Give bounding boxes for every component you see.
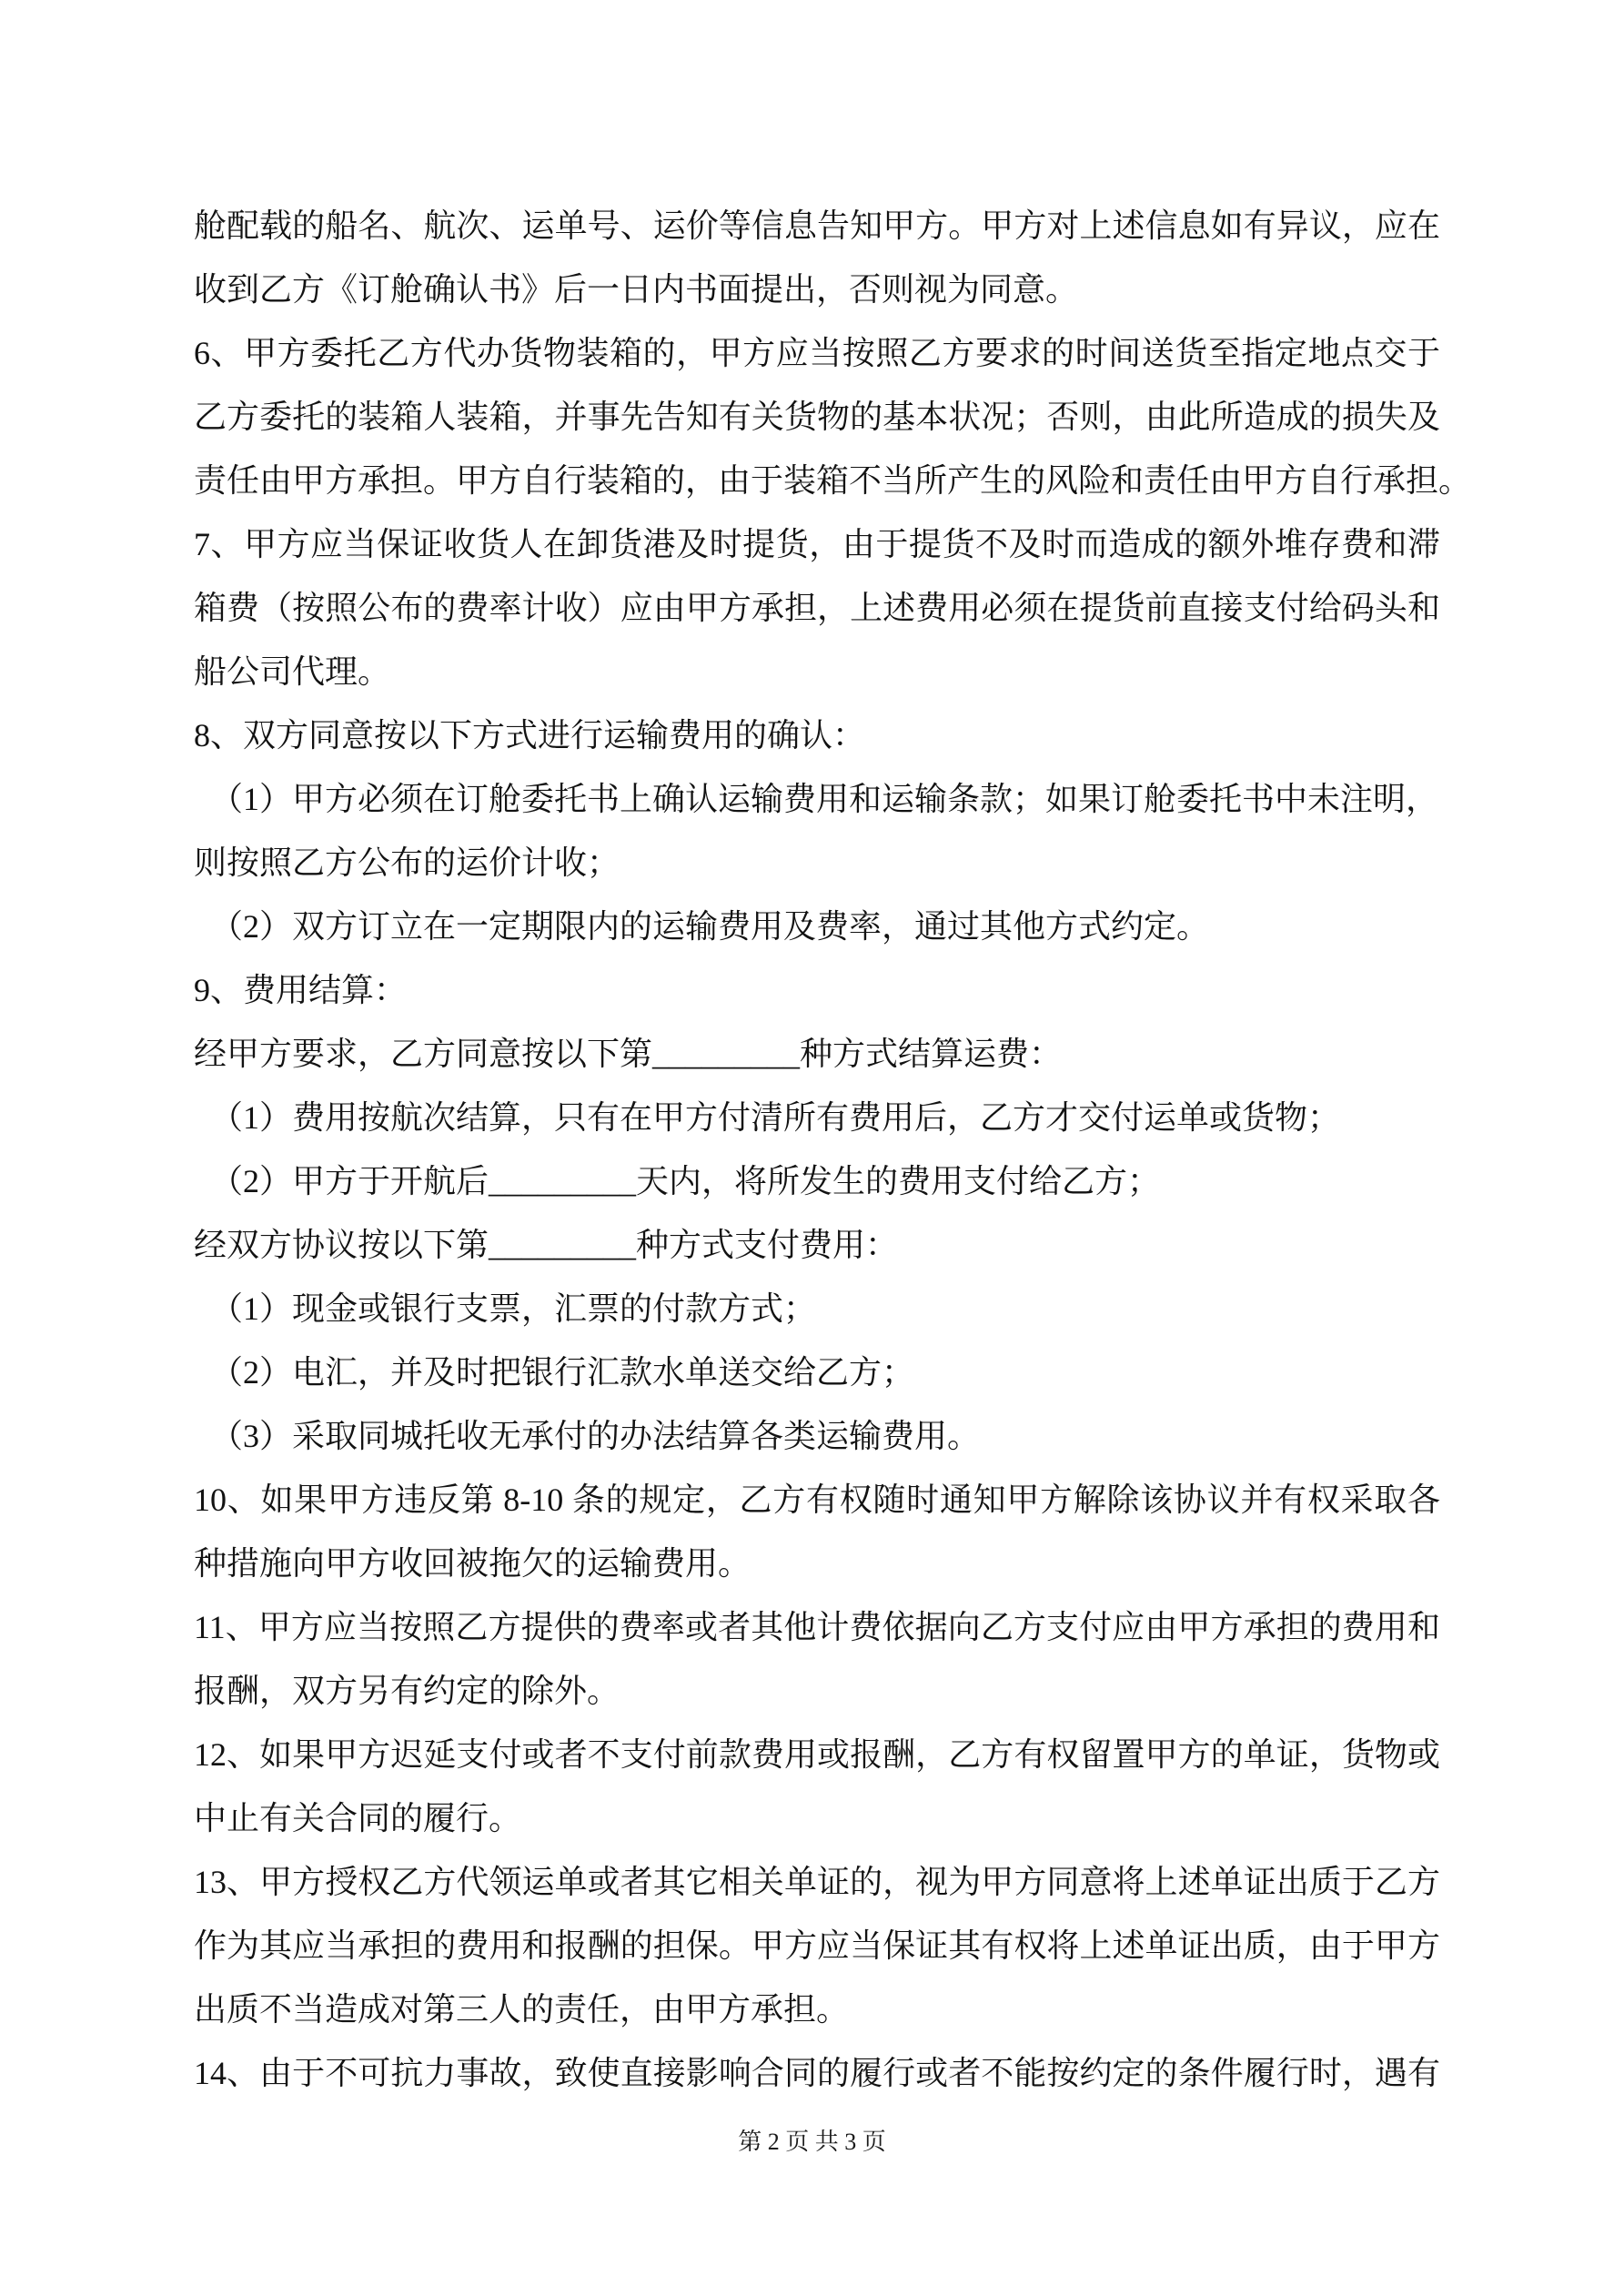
document-line: 出质不当造成对第三人的责任，由甲方承担。 bbox=[194, 1991, 850, 2028]
document-line: 收到乙方《订舱确认书》后一日内书面提出，否则视为同意。 bbox=[194, 271, 1079, 308]
document-line: 11、甲方应当按照乙方提供的费率或者其他计费依据向乙方支付应由甲方承担的费用和 bbox=[194, 1609, 1440, 1645]
document-line: 经甲方要求，乙方同意按以下第_________种方式结算运费： bbox=[194, 1036, 1063, 1072]
document-body bbox=[194, 194, 1472, 2105]
document-line: 责任由甲方承担。甲方自行装箱的，由于装箱不当所产生的风险和责任由甲方自行承担。 bbox=[194, 462, 1472, 499]
document-line: 9、费用结算： bbox=[194, 972, 408, 1008]
document-line: 中止有关合同的履行。 bbox=[194, 1800, 522, 1836]
page-footer: 第 2 页 共 3 页 bbox=[738, 2129, 886, 2155]
document-line: （2）甲方于开航后_________天内，将所发生的费用支付给乙方； bbox=[210, 1163, 1161, 1199]
document-line: 箱费（按照公布的费率计收）应由甲方承担，上述费用必须在提货前直接支付给码头和 bbox=[194, 590, 1440, 626]
document-line: 舱配载的船名、航次、运单号、运价等信息告知甲方。甲方对上述信息如有异议，应在 bbox=[194, 207, 1440, 244]
document-line: （1）甲方必须在订舱委托书上确认运输费用和运输条款；如果订舱委托书中未注明， bbox=[210, 781, 1439, 817]
document-line: （1）费用按航次结算，只有在甲方付清所有费用后，乙方才交付运单或货物； bbox=[210, 1099, 1341, 1136]
document-line: （2）双方订立在一定期限内的运输费用及费率，通过其他方式约定。 bbox=[210, 908, 1210, 945]
document-line: 种措施向甲方收回被拖欠的运输费用。 bbox=[194, 1545, 751, 1582]
document-line: 7、甲方应当保证收货人在卸货港及时提货，由于提货不及时而造成的额外堆存费和滞 bbox=[194, 526, 1440, 562]
document-line: 10、如果甲方违反第 8-10 条的规定，乙方有权随时通知甲方解除该协议并有权采取各 bbox=[194, 1482, 1440, 1518]
document-line: 8、双方同意按以下方式进行运输费用的确认： bbox=[194, 717, 866, 754]
document-line: 经双方协议按以下第_________种方式支付费用： bbox=[194, 1227, 899, 1263]
document-line: 14、由于不可抗力事故，致使直接影响合同的履行或者不能按约定的条件履行时，遇有 bbox=[194, 2055, 1440, 2091]
document-line: 6、甲方委托乙方代办货物装箱的，甲方应当按照乙方要求的时间送货至指定地点交于 bbox=[194, 335, 1440, 371]
document-line: 报酬，双方另有约定的除外。 bbox=[194, 1673, 620, 1709]
document-line: 乙方委托的装箱人装箱，并事先告知有关货物的基本状况；否则，由此所造成的损失及 bbox=[194, 399, 1440, 435]
document-line: 船公司代理。 bbox=[194, 653, 391, 690]
document-line: 13、甲方授权乙方代领运单或者其它相关单证的，视为甲方同意将上述单证出质于乙方 bbox=[194, 1864, 1440, 1900]
document-line: （1）现金或银行支票，汇票的付款方式； bbox=[210, 1290, 817, 1327]
document-line: （2）电汇，并及时把银行汇款水单送交给乙方； bbox=[210, 1354, 915, 1391]
document-line: 则按照乙方公布的运价计收； bbox=[194, 845, 620, 881]
document-line: 12、如果甲方迟延支付或者不支付前款费用或报酬，乙方有权留置甲方的单证，货物或 bbox=[194, 1736, 1440, 1773]
document-line: 作为其应当承担的费用和报酬的担保。甲方应当保证其有权将上述单证出质，由于甲方 bbox=[194, 1927, 1440, 1964]
document-line: （3）采取同城托收无承付的办法结算各类运输费用。 bbox=[210, 1418, 981, 1454]
